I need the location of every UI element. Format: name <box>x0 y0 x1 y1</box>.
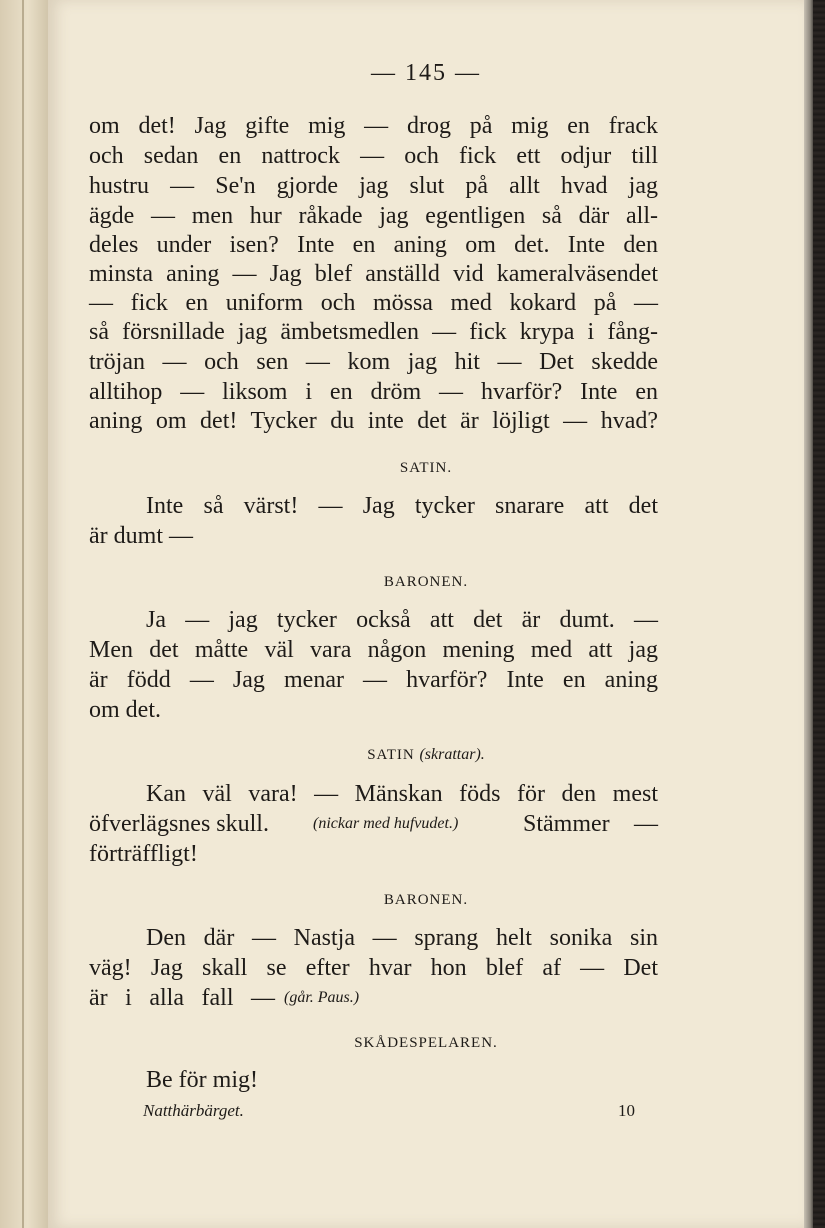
text-line: Den där — Nastja — sprang helt sonika sin <box>146 925 658 951</box>
text-line: förträffligt! <box>89 841 198 867</box>
text-line: deles under isen? Inte en aning om det. Inte den <box>89 232 658 258</box>
book-page <box>48 0 804 1228</box>
text-line: Men det måtte väl vara någon mening med att jag <box>89 637 658 663</box>
binding-fold <box>22 0 24 1228</box>
text-line: är född — Jag menar — hvarför? Inte en aning <box>89 667 658 693</box>
text-line: öfverlägsnes skull. <box>89 811 269 837</box>
text-line: är i alla fall — <box>89 985 275 1011</box>
speaker-heading: BARONEN. <box>383 892 469 908</box>
stage-direction: (skrattar). <box>419 746 485 763</box>
speaker-heading: BARONEN. <box>383 574 469 590</box>
book-cover-edge <box>813 0 825 1228</box>
speaker-heading: SKÅDESPELAREN. <box>354 1035 498 1051</box>
text-line: minsta aning — Jag blef anställd vid kameralväsendet <box>89 261 658 287</box>
text-line: om det! Jag gifte mig — drog på mig en frack <box>89 113 658 139</box>
text-line: så försnillade jag ämbetsmedlen — fick krypa i fång- <box>89 319 658 345</box>
stage-direction: (nickar med hufvudet.) <box>313 815 459 832</box>
text-line: är dumt — <box>89 523 193 549</box>
speaker-name: SATIN <box>367 747 415 763</box>
stage-direction: (går. Paus.) <box>284 989 360 1006</box>
text-line: alltihop — liksom i en dröm — hvarför? Inte en <box>89 379 658 405</box>
text-line: aning om det! Tycker du inte det är löjligt — hvad? <box>89 408 658 434</box>
speaker-heading <box>48 746 804 764</box>
footer-sheet-number: 10 <box>618 1101 635 1120</box>
text-line: Stämmer — <box>523 811 658 837</box>
text-line: Ja — jag tycker också att det är dumt. — <box>146 607 658 633</box>
text-line: hustru — Se'n gjorde jag slut på allt hvad jag <box>89 173 658 199</box>
text-line: Be för mig! <box>146 1067 258 1093</box>
footer-signature: Natthärbärget. <box>143 1101 244 1120</box>
text-line: — fick en uniform och mössa med kokard på — <box>89 290 658 316</box>
text-line: ägde — men hur råkade jag egentligen så där all- <box>89 203 658 229</box>
text-line: och sedan en nattrock — och fick ett odjur till <box>89 143 658 169</box>
text-line: Kan väl vara! — Mänskan föds för den mest <box>146 781 658 807</box>
book-binding <box>0 0 50 1228</box>
speaker-heading: SATIN. <box>399 460 453 476</box>
text-line: om det. <box>89 697 161 723</box>
text-line: väg! Jag skall se efter hvar hon blef af — Det <box>89 955 658 981</box>
text-line: tröjan — och sen — kom jag hit — Det skedde <box>89 349 658 375</box>
page-number: — 145 — <box>371 60 481 86</box>
text-line: Inte så värst! — Jag tycker snarare att det <box>146 493 658 519</box>
